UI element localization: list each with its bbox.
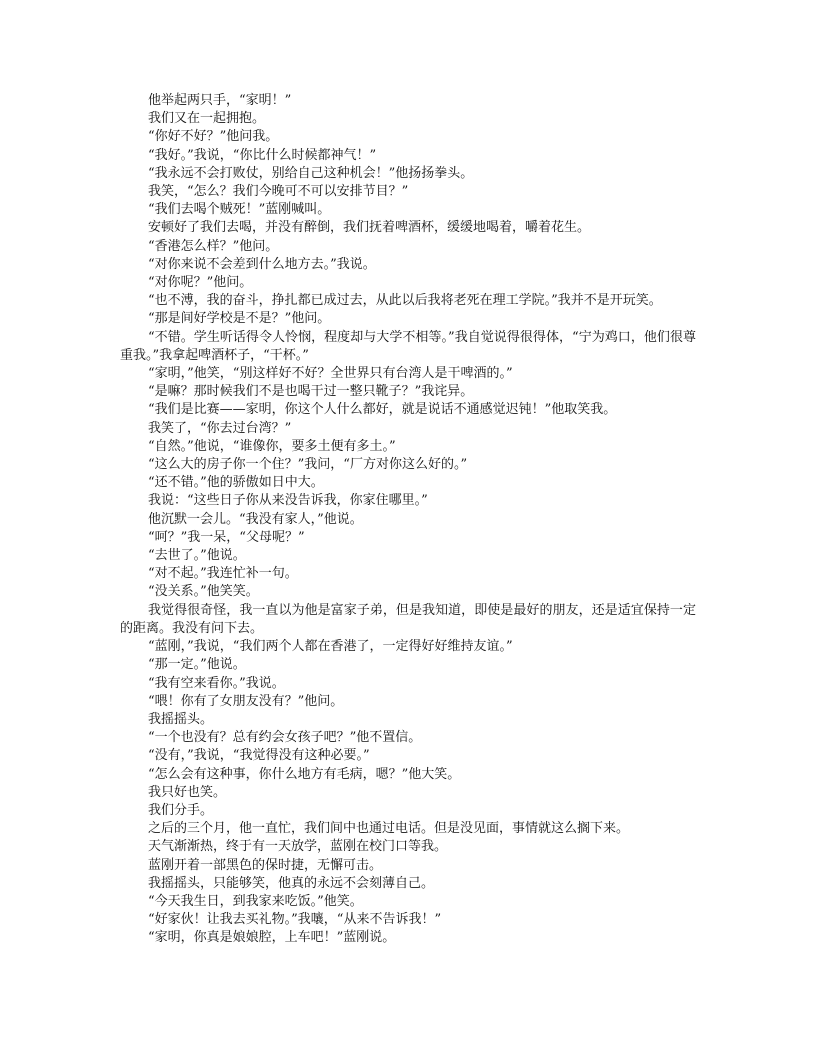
story-text [120,92,696,948]
paragraph: “我们去喝个贼死！”蓝刚喊叫。 [148,202,331,218]
paragraph: 我觉得很奇怪，我一直以为他是富家子弟，但是我知道，即使是最好的朋友，还是适宜保持一定的距离。我没有问下去。 [120,602,696,636]
paragraph: “喂！你有了女朋友没有？”他问。 [148,693,344,709]
paragraph: 我摇摇头。 [148,711,214,727]
paragraph: 天气渐渐热，终于有一天放学，蓝刚在校门口等我。 [148,839,448,855]
paragraph: “你好不好？”他问我。 [148,129,279,145]
paragraph: “去世了。”他说。 [148,548,246,564]
paragraph: “我有空来看你。”我说。 [148,675,285,691]
paragraph: “自然。”他说，“谁像你，要多土便有多土。” [148,438,396,454]
paragraph: “一个也没有？总有约会女孩子吧？”他不置信。 [148,730,422,746]
paragraph: 我们又在一起拥抱。 [148,111,266,127]
paragraph: “今天我生日，到我家来吃饭。”他笑。 [148,893,363,909]
paragraph: 我笑了，“你去过台湾？” [148,420,292,436]
paragraph: “也不溥，我的奋斗，挣扎都已成过去，从此以后我将老死在理工学院。”我并不是开玩笑。 [148,293,662,309]
paragraph: 我说：“这些日子你从来没告诉我，你家住哪里。” [148,493,428,509]
paragraph: 我摇摇头，只能够笑，他真的永远不会刻薄自己。 [148,875,435,891]
paragraph: “我们是比赛——家明，你这个人什么都好，就是说话不通感觉迟钝！”他取笑我。 [148,402,617,418]
paragraph: “没有，”我说，“我觉得没有这种必要。” [148,748,370,764]
paragraph: “香港怎么样？”他问。 [148,238,279,254]
paragraph: 我只好也笑。 [148,784,227,800]
paragraph: 安顿好了我们去喝，并没有醉倒，我们抚着啤酒杯，缓缓地喝着，嚼着花生。 [148,220,591,236]
paragraph: “不错。学生听话得令人怜悯，程度却与大学不相等。”我自觉说得很得体，“宁为鸡口，他们很尊重我。”我拿起啤酒杯子，“干杯。” [120,329,696,363]
paragraph: “这么大的房子你一个住？”我问，“厂方对你这么好的。” [148,457,468,473]
paragraph: “怎么会有这种事，你什么地方有毛病，嗯？”他大笑。 [148,766,461,782]
paragraph: “我永远不会打败仗，别给自己这种机会！”他扬扬拳头。 [148,165,474,181]
paragraph: 我们分手。 [148,802,214,818]
paragraph: “对不起。”我连忙补一句。 [148,566,298,582]
paragraph: “是嘛？那时候我们不是也喝干过一整只靴子？”我诧异。 [148,384,474,400]
paragraph: “家明，你真是娘娘腔，上车吧！”蓝刚说。 [148,930,396,946]
paragraph: “那一定。”他说。 [148,657,246,673]
paragraph: “对你呢？”他问。 [148,275,253,291]
paragraph: “呵？”我一呆，“父母呢？” [148,529,305,545]
paragraph: “好家伙！让我去买礼物。”我嚷，“从来不告诉我！” [148,912,442,928]
paragraph: “没关系。”他笑笑。 [148,584,259,600]
paragraph: 之后的三个月，他一直忙，我们间中也通过电话。但是没见面，事情就这么搁下来。 [148,821,630,837]
paragraph: 蓝刚开着一部黑色的保时捷，无懈可击。 [148,857,383,873]
paragraph: “我好。”我说，“你比什么时候都神气！” [148,147,377,163]
paragraph: 他举起两只手，“家明！” [148,93,292,108]
paragraph: “蓝刚，”我说，“我们两个人都在香港了，一定得好好维持友谊。” [148,639,513,655]
paragraph: “家明，”他笑，“别这样好不好？全世界只有台湾人是干啤酒的。” [148,366,513,382]
paragraph: 我笑，“怎么？我们今晚可不可以安排节目？” [148,184,409,200]
paragraph: “对你来说不会差到什么地方去。”我说。 [148,256,376,272]
paragraph: “还不错。”他的骄傲如日中大。 [148,475,324,491]
paragraph: “那是间好学校是不是？”他问。 [148,311,331,327]
paragraph: 他沉默一会儿。“我没有家人，”他说。 [148,511,363,527]
